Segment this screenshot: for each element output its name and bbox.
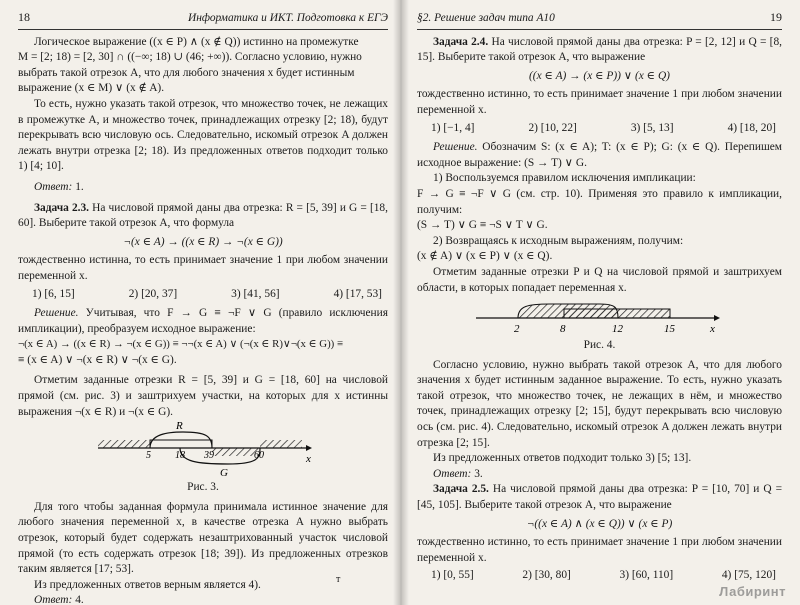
answer-value: 4. bbox=[75, 594, 84, 605]
left-final-paragraph-2: Из предложенных ответов верным является 4). bbox=[34, 578, 261, 591]
step-1b: F → G ≡ ¬F ∨ G (см. стр. 10). Применяя это правило к импликации, получим: bbox=[417, 187, 782, 216]
fig3-tick-5: 5 bbox=[146, 450, 151, 462]
task-2-3-formula: ¬(x ∈ A) → ((x ∈ R) → ¬(x ∈ G)) bbox=[123, 235, 283, 248]
option: 3) [41, 56] bbox=[231, 287, 280, 300]
fig4-tick-2: 2 bbox=[513, 323, 519, 336]
task-2-4-options bbox=[417, 121, 782, 137]
option: 3) [60, 110] bbox=[619, 569, 674, 582]
right-condition-paragraph-2: Из предложенных ответов подходит только 3) [5; 13]. bbox=[433, 452, 692, 465]
intro-line-1: Логическое выражение ((x ∈ P) ∧ (x ∉ Q)) истинно на промежутке bbox=[34, 35, 359, 48]
intro-line-4: выражение (x ∈ M) ∨ (x ∉ A). bbox=[18, 82, 165, 95]
task-2-4-formula: ((x ∈ A) → (x ∈ P)) ∨ (x ∈ Q) bbox=[529, 69, 670, 82]
book-gutter bbox=[393, 0, 409, 605]
option: 4) [75, 120] bbox=[721, 569, 776, 582]
answer-1 bbox=[18, 180, 388, 196]
intro-line-2: M = [2; 18) = [2, 30] ∩ ((−∞; 18) ∪ (46; +∞)). Согласно условию, нужно bbox=[18, 51, 362, 64]
watermark-logo: Лабиринт bbox=[719, 584, 786, 599]
solution-label: Решение. bbox=[433, 141, 478, 154]
step-1c: (S → T) ∨ G ≡ ¬S ∨ T ∨ G. bbox=[417, 219, 548, 232]
solution-2-3 bbox=[18, 306, 388, 337]
step-2b: (x ∉ A) ∨ (x ∈ P) ∨ (x ∈ Q). bbox=[417, 250, 553, 263]
task-2-5-formula: ¬((x ∈ A) ∧ (x ∈ Q)) ∨ (x ∈ P) bbox=[526, 517, 673, 530]
step-2: 2) Возвращаясь к исходным выражениям, получим: bbox=[433, 234, 684, 247]
task-2-4-title: Задача 2.4. bbox=[433, 35, 489, 48]
fig4-tick-15: 15 bbox=[663, 323, 675, 336]
solution-2-3-line-2: ≡ (x ∈ A) ∨ ¬(x ∈ R) ∨ ¬(x ∈ G). bbox=[18, 353, 177, 366]
answer-2 bbox=[18, 593, 388, 605]
right-condition-paragraph: Согласно условию, нужно выбрать такой отрезок A, что для любого значения x будет истинным заданное выражение. То есть, нужно указать такой отрезок, что множество точек, не лежащих в нём, и множество точек, принадлежащих отрезку [2; 15], будут перекрывать всю числовую ось (см. рис. 4). Следовательно, искомый отрезок A должен лежать внутри отрезка [2; 15]. bbox=[417, 358, 782, 449]
left-final-paragraph: Для того чтобы заданная формула принимала истинное значение для любого значения переменной x, в качестве отрезка A нужно выбрать отрезок, который будет содержать незаштрихованный участок числовой прямой (то есть содержать отрезок [18; 39]). Из предложенных отрезков таким является [17; 53]. bbox=[18, 500, 388, 576]
right-page bbox=[417, 10, 782, 588]
answer-value: 1. bbox=[75, 180, 84, 193]
fig3-tick-18: 18 bbox=[175, 450, 185, 462]
option: 1) [0, 55] bbox=[431, 569, 474, 582]
solution-2-3-text: Учитывая, что F → G ≡ ¬F ∨ G (правило исключения импликации), преобразуем исходное выражение: bbox=[18, 307, 388, 335]
task-2-5-text-2: тождественно истинно, то есть принимает значение 1 при любом значении переменной x. bbox=[417, 536, 782, 564]
option: 2) [10, 22] bbox=[528, 121, 577, 134]
figure-4-caption: Рис. 4. bbox=[583, 339, 616, 352]
option: 1) [−1, 4] bbox=[431, 121, 475, 134]
step-1: 1) Воспользуемся правилом исключения импликации: bbox=[433, 172, 696, 185]
fig4-tick-8: 8 bbox=[559, 323, 565, 336]
task-2-4 bbox=[417, 35, 782, 66]
task-2-5 bbox=[417, 482, 782, 513]
fig4-axis-x: x bbox=[709, 323, 715, 336]
fig4-tick-12: 12 bbox=[611, 323, 623, 336]
figure-4 bbox=[470, 296, 730, 336]
option: 1) [6, 15] bbox=[32, 287, 75, 300]
task-2-5-options bbox=[417, 568, 782, 584]
left-paragraph-2: То есть, нужно указать такой отрезок, что множество точек, не лежащих в промежутке A, и множество точек, принадлежащих отрезку [2; 18), будут перекрывать всю числовую ось. Следовательно, искомый отрезок A должен лежать внутри отрезка [2; 18). Из предложенных ответов подходит только 1) [4; 10]. bbox=[18, 97, 388, 173]
task-2-4-text-2: тождественно истинно, то есть принимает значение 1 при любом значении переменной x. bbox=[417, 88, 782, 116]
option: 3) [5, 13] bbox=[630, 121, 674, 134]
left-mark-paragraph: Отметим заданные отрезки R = [5, 39] и G = [18, 60] на числовой прямой (см. рис. 3) и заштрихуем участки, на которых для x истинны выражения ¬(x ∈ R) и ¬(x ∈ G). bbox=[18, 374, 388, 418]
answer-label: Ответ: bbox=[34, 594, 73, 605]
solution-2-4 bbox=[417, 140, 782, 171]
answer-value: 3. bbox=[474, 467, 483, 480]
figure-3-caption: Рис. 3. bbox=[187, 481, 219, 494]
fig3-axis-x: x bbox=[306, 453, 311, 466]
option: 4) [18, 20] bbox=[727, 121, 776, 134]
left-running-title: Информатика и ИКТ. Подготовка к ЕГЭ bbox=[188, 12, 388, 24]
task-2-5-text: На числовой прямой даны два отрезка: P = [10, 70] и Q = [45, 105]. Выберите такой отрезок A, что выражение bbox=[417, 483, 782, 512]
option: 2) [30, 80] bbox=[522, 569, 571, 582]
option: 2) [20, 37] bbox=[128, 287, 178, 300]
page-footer-mark: т bbox=[336, 574, 341, 585]
task-2-3-text: На числовой прямой даны два отрезка: R = [5, 39] и G = [18, 60]. Выберите такой отрезок A, что формула bbox=[18, 201, 388, 230]
figure-3 bbox=[88, 420, 318, 478]
left-page bbox=[18, 10, 388, 605]
task-2-4-text: На числовой прямой даны два отрезка: P = [2, 12] и Q = [8, 15]. Выберите такой отрезок A, что выражение bbox=[417, 35, 782, 64]
task-2-3-title: Задача 2.3. bbox=[34, 201, 90, 214]
task-2-5-title: Задача 2.5. bbox=[433, 483, 489, 496]
right-mark-paragraph: Отметим заданные отрезки P и Q на числовой прямой и заштрихуем области, в которых попадает переменная x. bbox=[417, 265, 782, 294]
left-page-header bbox=[18, 10, 388, 30]
task-2-3-text-2: тождественно истинна, то есть принимает значение 1 при любом значении переменной x. bbox=[18, 254, 388, 282]
right-running-title: §2. Решение задач типа А10 bbox=[417, 12, 555, 24]
solution-2-4-text: Обозначим S: (x ∈ A); T: (x ∈ P); G: (x ∈ Q). Перепишем исходное выражение: (S → T) ∨ G. bbox=[417, 141, 782, 169]
left-page-number: 18 bbox=[18, 10, 30, 24]
task-2-3-options bbox=[18, 287, 388, 303]
solution-2-3-line-1: ¬(x ∈ A) → ((x ∈ R) → ¬(x ∈ G)) ≡ ¬¬(x ∈ A) ∨ (¬(x ∈ R)∨¬(x ∈ G)) ≡ bbox=[18, 338, 344, 351]
fig3-tick-39: 39 bbox=[204, 450, 214, 462]
answer-3 bbox=[417, 467, 782, 483]
fig3-tick-60: 60 bbox=[254, 450, 264, 462]
task-2-3 bbox=[18, 201, 388, 232]
fig3-label-r: R bbox=[176, 420, 183, 433]
answer-label: Ответ: bbox=[433, 467, 472, 480]
solution-label: Решение. bbox=[34, 307, 79, 320]
answer-label: Ответ: bbox=[34, 180, 73, 193]
right-page-number: 19 bbox=[770, 10, 782, 24]
right-page-header bbox=[417, 10, 782, 30]
intro-line-3: выбрать такой отрезок A, что для любого значения x будет истинным bbox=[18, 66, 355, 79]
option: 4) [17, 53] bbox=[333, 287, 382, 300]
fig3-label-g: G bbox=[220, 467, 228, 479]
